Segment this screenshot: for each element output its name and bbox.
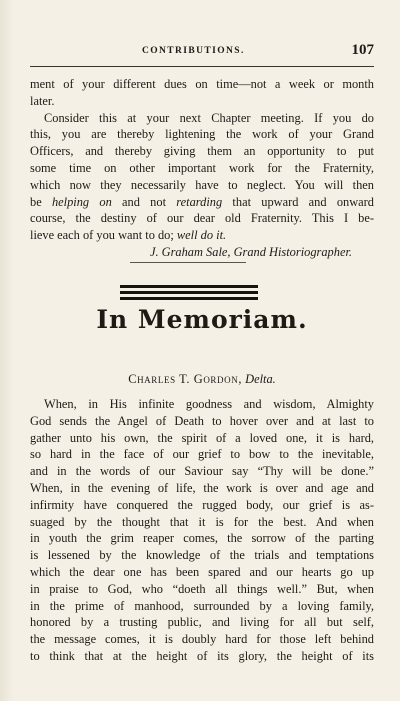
page-number: 107	[351, 42, 374, 58]
header-rule	[30, 66, 374, 67]
text-line: honored by a trusting public, and living for all but self,	[30, 615, 374, 630]
text-line: so hard in the face of our grief to bow to the inevitable,	[30, 447, 374, 462]
running-header	[30, 44, 374, 64]
signature: J. Graham Sale, Grand Historiographer.	[149, 244, 352, 259]
memoriam-body	[30, 396, 374, 665]
text-line: some time on other important work for the Fraternity,	[30, 160, 374, 175]
section-separator	[130, 262, 246, 263]
text-line: ment of your different dues on time—not a week or month	[30, 77, 374, 91]
top-text-block	[30, 76, 374, 261]
text-line: Officers, and thereby giving them an opportunity to put	[30, 144, 374, 159]
memoriam-title: In Memoriam.	[96, 305, 308, 334]
thick-rule	[120, 285, 258, 288]
text-segment: and not	[111, 194, 177, 209]
text-segment: lieve each of you want to do;	[30, 228, 177, 243]
emphasis-helping-on: helping on	[51, 194, 112, 209]
text-line: course, the destiny of our dear old Fraternity. This I be-	[30, 211, 374, 226]
text-line: which now they necessarily have to neglect. You will then	[30, 177, 374, 192]
thick-rule	[120, 291, 258, 294]
text-line	[30, 194, 374, 211]
text-line: which the dear one has been spared and our hearts go up	[30, 564, 374, 579]
text-line: Consider this at your next Chapter meeting. If you do	[44, 110, 374, 125]
text-segment: be	[30, 194, 52, 209]
text-line: is lessened by the knowledge of the trials and temptations	[30, 548, 374, 563]
text-segment: that upward and onward	[222, 194, 374, 209]
text-line: later.	[30, 93, 55, 108]
text-line: in praise to God, who “doeth all things well.” But, when	[30, 581, 374, 596]
decorative-rules	[120, 285, 258, 303]
text-line: suaged by the thought that it is for the best. And when	[30, 514, 374, 529]
emphasis-well-do-it: well do it.	[176, 228, 227, 243]
memoriam-subject	[30, 372, 374, 387]
text-line: When, in His infinite goodness and wisdom, Almighty	[44, 397, 374, 411]
text-line: infirmity have conquered the rugged body, our grief is as-	[30, 497, 374, 512]
text-line	[30, 227, 374, 244]
subject-name: Charles T. Gordon,	[128, 372, 243, 386]
running-title: CONTRIBUTIONS.	[142, 46, 245, 56]
text-line: When, in the evening of life, the work is over and age and	[30, 480, 374, 495]
text-line: God sends the Angel of Death to hover over and at last to	[30, 413, 374, 428]
thick-rule	[120, 297, 258, 300]
text-line: and in the words of our Saviour say “Thy will be done.”	[30, 464, 374, 479]
text-line: gather unto his own, the spirit of a loved one, it is hard,	[30, 430, 374, 445]
text-line: in the prime of manhood, surrounded by a loving family,	[30, 598, 374, 613]
text-line: to think that at the height of its glory, the height of its	[30, 648, 374, 663]
emphasis-retarding: retarding	[176, 194, 223, 209]
text-line: the message comes, it is doubly hard for those left behind	[30, 632, 374, 647]
text-line: this, you are thereby lightening the work of your Grand	[30, 127, 374, 142]
subject-chapter: Delta.	[245, 372, 276, 386]
text-line: in youth the grim reaper comes, the sorrow of the parting	[30, 531, 374, 546]
